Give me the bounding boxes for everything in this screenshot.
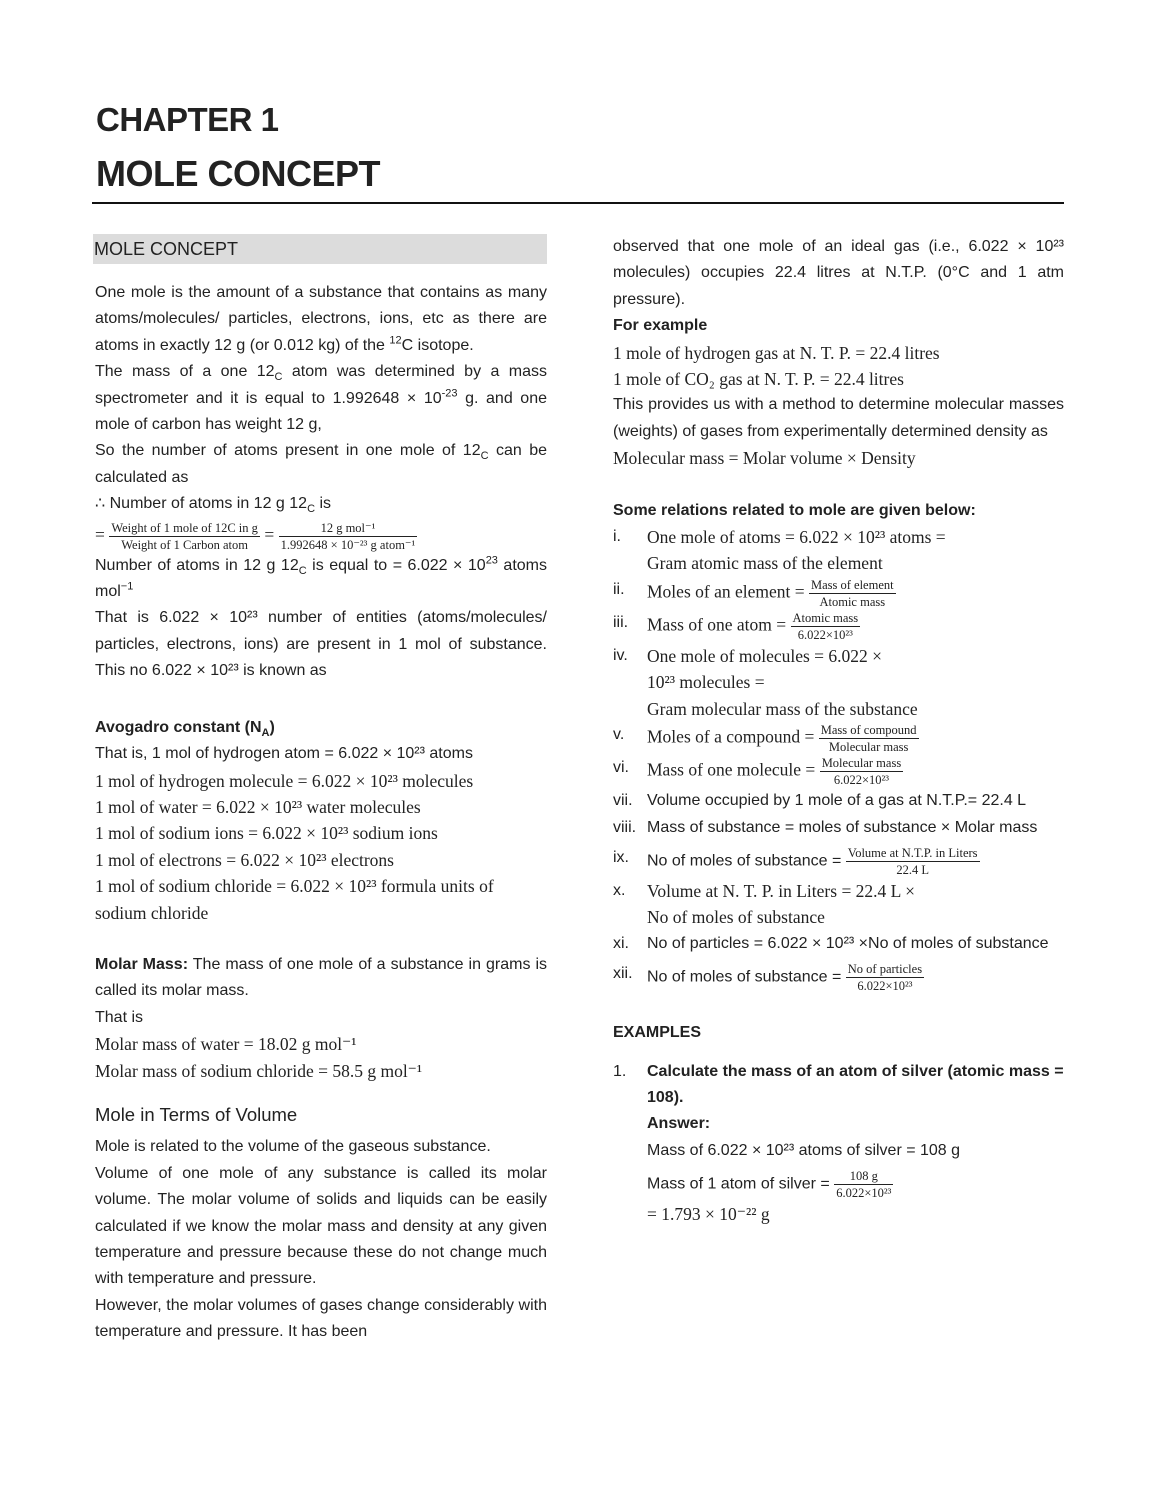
chapter-title: MOLE CONCEPT bbox=[96, 153, 381, 194]
numerator: 12 g mol⁻¹ bbox=[279, 520, 418, 537]
fraction bbox=[791, 610, 861, 643]
ideal-gas-paragraph: observed that one mole of an ideal gas (i.e., 6.022 × 10²³ molecules) occupies 22.4 litres at N.T.P. (0°C and 1 atm pressure). bbox=[613, 238, 1064, 308]
volume-section-title: Mole in Terms of Volume bbox=[95, 1103, 298, 1125]
sup: -23 bbox=[441, 387, 458, 400]
mole-definition bbox=[95, 280, 547, 359]
relations-title: Some relations related to mole are given below: bbox=[613, 501, 976, 519]
isotope-sup: 12 bbox=[389, 334, 402, 347]
denominator: Molecular mass bbox=[828, 740, 909, 755]
relation-item bbox=[613, 610, 1064, 643]
text: Volume at N. T. P. in Liters = 22.4 L × bbox=[647, 880, 915, 901]
num: iv. bbox=[613, 646, 628, 664]
text: One mole of molecules = 6.022 × bbox=[647, 645, 883, 666]
text: Gram molecular mass of the substance bbox=[647, 698, 918, 719]
relation-item bbox=[613, 643, 1064, 722]
text: 10²³ molecules = bbox=[647, 672, 765, 693]
left-column bbox=[95, 234, 547, 1346]
denominator: 1.992648 × 10⁻²³ g atom⁻¹ bbox=[280, 537, 416, 552]
avogadro-line: That is, 1 mol of hydrogen atom = 6.022 × 10²³ atoms bbox=[95, 745, 473, 763]
num: vii. bbox=[613, 792, 633, 810]
text: No of moles of substance = bbox=[647, 968, 842, 986]
fraction bbox=[846, 961, 924, 994]
relation-item bbox=[613, 722, 1064, 755]
numerator: No of particles bbox=[847, 962, 923, 977]
avogadro-line: 1 mol of hydrogen molecule = 6.022 × 10²³ molecules bbox=[95, 770, 474, 791]
avogadro-title bbox=[95, 715, 547, 741]
text: Mass of one molecule = bbox=[647, 759, 816, 780]
text: = 1.793 × 10⁻²² g bbox=[647, 1204, 770, 1225]
example-question bbox=[613, 1059, 1064, 1112]
relation-item bbox=[613, 755, 1064, 788]
sub: C bbox=[274, 371, 283, 384]
example-hydrogen: 1 mole of hydrogen gas at N. T. P. = 22.4 litres bbox=[613, 342, 940, 363]
num: vi. bbox=[613, 759, 629, 777]
text: The mass of a one 12 bbox=[95, 363, 275, 381]
question-text: Calculate the mass of an atom of silver (atomic mass = 108). bbox=[647, 1062, 1064, 1106]
num: x. bbox=[613, 881, 626, 899]
relation-item bbox=[613, 845, 1064, 878]
num: iii. bbox=[613, 613, 629, 631]
num: i. bbox=[613, 528, 621, 546]
numerator: Mass of compound bbox=[820, 723, 917, 738]
definition-tail: C isotope. bbox=[401, 336, 474, 354]
text: atom was determined by a mass spectrometer and it is equal to 1.992648 × 10 bbox=[95, 363, 548, 407]
text: Gram atomic mass of the element bbox=[647, 553, 883, 574]
carbon-mass-paragraph bbox=[95, 359, 547, 438]
definition-text: One mole is the amount of a substance that contains as many atoms/molecules/ particles, electrons, ions, etc as there are atoms in exactly 12 g (or 0.012 kg) of the bbox=[95, 284, 547, 354]
fraction bbox=[834, 1168, 893, 1201]
text: One mole of atoms = 6.022 × 10²³ atoms = bbox=[647, 527, 946, 548]
relation-item bbox=[613, 815, 1064, 841]
text: No of moles of substance = bbox=[647, 852, 842, 870]
relation-item bbox=[613, 524, 1064, 577]
numerator: Weight of 1 mole of 12C in g bbox=[111, 520, 258, 535]
atoms-paragraph bbox=[95, 438, 547, 491]
text: Number of atoms in 12 g 12 bbox=[95, 556, 299, 574]
numerator: Atomic mass bbox=[792, 610, 859, 625]
text: Moles of an element = bbox=[647, 581, 805, 602]
volume-p3: However, the molar volumes of gases change considerably with temperature and pressure. It has been bbox=[95, 1296, 547, 1341]
text: Mass of one atom = bbox=[647, 614, 787, 635]
text: Moles of a compound = bbox=[647, 726, 815, 747]
answer-line bbox=[613, 1168, 1064, 1201]
equals-sign: = bbox=[95, 524, 105, 545]
fraction-weight bbox=[109, 520, 260, 553]
sub: A bbox=[261, 726, 270, 739]
denominator: 6.022×10²³ bbox=[836, 1186, 892, 1201]
relation-item bbox=[613, 878, 1064, 931]
avogadro-line: 1 mol of electrons = 6.022 × 10²³ electrons bbox=[95, 849, 394, 870]
sub: C bbox=[480, 450, 489, 463]
that-is: That is bbox=[95, 1008, 144, 1026]
volume-p2: Volume of one mole of any substance is called its molar volume. The molar volume of solids and liquids can be easily calculated if we know the molar mass and density at any given temperature and pressure because these do not change much with temperature and pressure. bbox=[95, 1164, 547, 1288]
therefore-line bbox=[95, 491, 547, 517]
header-divider bbox=[92, 202, 1064, 204]
text: No of moles of substance bbox=[647, 907, 825, 928]
for-example: For example bbox=[613, 317, 708, 335]
text: The mass of one mole of a substance in grams is called its molar mass. bbox=[95, 955, 548, 1000]
relation-item bbox=[613, 961, 1064, 994]
text: ) bbox=[269, 718, 275, 736]
relation-item bbox=[613, 931, 1064, 957]
sup: −1 bbox=[120, 580, 134, 593]
molar-water: Molar mass of water = 18.02 g mol⁻¹ bbox=[95, 1034, 357, 1055]
num: v. bbox=[613, 726, 625, 744]
answer-label bbox=[613, 1111, 1064, 1137]
denominator: 6.022×10²³ bbox=[797, 627, 853, 642]
fraction-equation bbox=[95, 520, 547, 553]
text: Volume occupied by 1 mole of a gas at N.T.P.= 22.4 L bbox=[647, 792, 1027, 810]
fraction bbox=[819, 722, 919, 755]
avogadro-line: 1 mol of sodium chloride = 6.022 × 10²³ formula units of sodium chloride bbox=[95, 876, 494, 923]
num: ix. bbox=[613, 848, 629, 866]
examples-title: EXAMPLES bbox=[613, 1024, 702, 1042]
molar-mass-paragraph bbox=[95, 952, 547, 1005]
chapter-number: CHAPTER 1 bbox=[96, 101, 279, 138]
text: atoms mol bbox=[95, 556, 547, 601]
num: ii. bbox=[613, 580, 625, 598]
volume-p1: Mole is related to the volume of the gaseous substance. bbox=[95, 1138, 491, 1156]
text: Answer: bbox=[647, 1115, 711, 1133]
relation-item bbox=[613, 577, 1064, 610]
text: is equal to = 6.022 × 10 bbox=[306, 556, 486, 574]
avogadro-line: 1 mol of sodium ions = 6.022 × 10²³ sodium ions bbox=[95, 823, 438, 844]
numerator: 108 g bbox=[834, 1168, 893, 1185]
sub: C bbox=[307, 503, 316, 516]
text: Mass of substance = moles of substance × Molar mass bbox=[647, 818, 1038, 836]
numerator: Volume at N.T.P. in Liters bbox=[847, 845, 978, 860]
num: 1. bbox=[613, 1062, 627, 1080]
section-title-bar: MOLE CONCEPT bbox=[93, 234, 547, 264]
answer-line bbox=[613, 1201, 1064, 1227]
molar-nacl: Molar mass of sodium chloride = 58.5 g mol⁻¹ bbox=[95, 1060, 423, 1081]
text: can be calculated as bbox=[95, 442, 548, 486]
equals-sign: = bbox=[264, 524, 275, 545]
text: g. and one mole of carbon has weight 12 g, bbox=[95, 389, 548, 434]
fraction-moles bbox=[279, 520, 418, 553]
text: ∴ Number of atoms in 12 g 12 bbox=[95, 495, 308, 513]
answer-line bbox=[613, 1138, 1064, 1164]
denominator: Atomic mass bbox=[819, 594, 886, 609]
text: Avogadro constant (N bbox=[95, 718, 262, 736]
entities-paragraph: That is 6.022 × 10²³ number of entities (atoms/molecules/ particles, electrons, ions) are present in 1 mol of substance. This no 6.022 × 10²³ is known as bbox=[95, 609, 547, 680]
denominator: Weight of 1 Carbon atom bbox=[121, 537, 248, 552]
avogadro-line: 1 mol of water = 6.022 × 10²³ water molecules bbox=[95, 796, 421, 817]
text: is bbox=[315, 495, 332, 513]
provides-paragraph: This provides us with a method to determine molecular masses (weights) of gases from experimentally determined density as bbox=[613, 396, 1064, 440]
numerator: Molecular mass bbox=[821, 756, 902, 771]
text: Mass of 6.022 × 10²³ atoms of silver = 108 g bbox=[647, 1141, 961, 1159]
num: xi. bbox=[613, 934, 629, 952]
denominator: 6.022×10²³ bbox=[833, 773, 890, 788]
sub: C bbox=[298, 564, 307, 577]
molar-mass-label: Molar Mass: bbox=[95, 955, 189, 973]
fraction bbox=[846, 845, 980, 878]
example-co2: 1 mole of CO₂ gas at N. T. P. = 22.4 litres bbox=[613, 369, 904, 390]
numerator: Mass of element bbox=[810, 577, 894, 592]
chapter-header bbox=[96, 96, 380, 204]
fraction bbox=[820, 755, 904, 788]
fraction bbox=[809, 577, 896, 610]
text: Mass of 1 atom of silver = bbox=[647, 1175, 830, 1193]
num: xii. bbox=[613, 965, 633, 983]
denominator: 6.022×10²³ bbox=[857, 979, 913, 994]
relation-item bbox=[613, 788, 1064, 814]
sup: 23 bbox=[485, 554, 498, 567]
denominator: 22.4 L bbox=[896, 862, 929, 877]
molecular-mass-formula: Molecular mass = Molar volume × Density bbox=[613, 448, 916, 469]
right-column bbox=[613, 234, 1064, 1228]
text: So the number of atoms present in one mole of 12 bbox=[95, 442, 481, 460]
num: viii. bbox=[613, 818, 637, 836]
number-of-atoms bbox=[95, 553, 547, 606]
text: No of particles = 6.022 × 10²³ ×No of moles of substance bbox=[647, 934, 1049, 952]
